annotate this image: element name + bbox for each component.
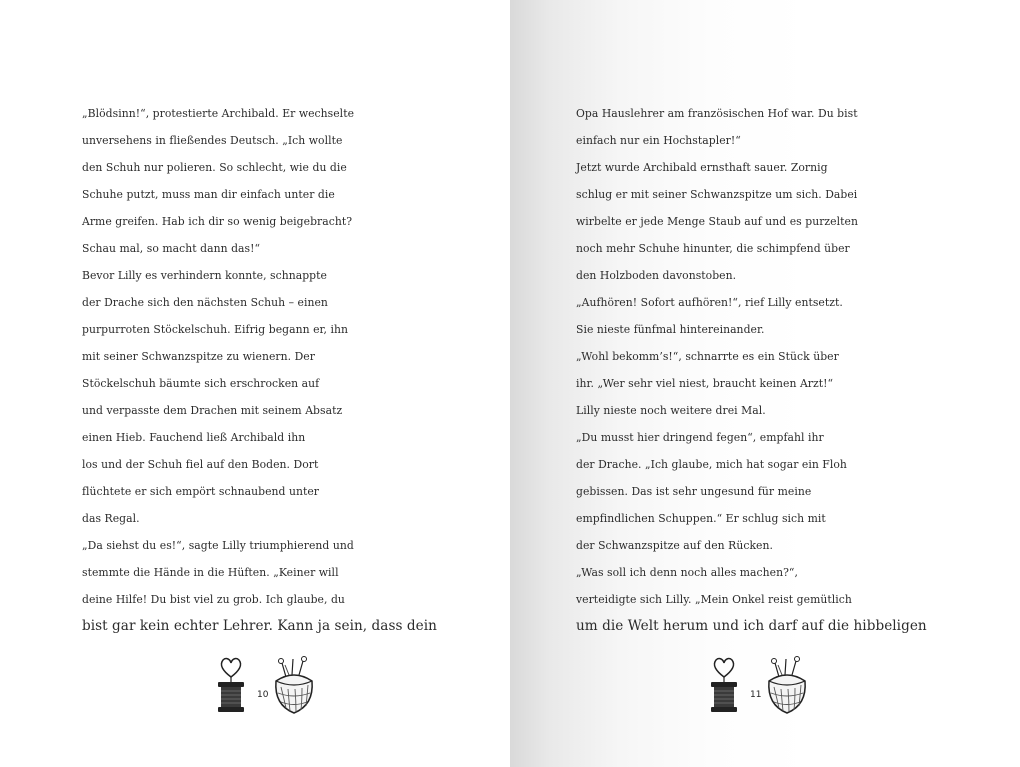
heart-thread-spool-icon [214, 655, 248, 715]
text-line: verteidigte sich Lilly. „Mein Onkel reist gemütlich [576, 593, 852, 606]
right-page-footer [707, 655, 817, 717]
heart-thread-spool-icon [707, 655, 741, 715]
text-line: Opa Hauslehrer am französischen Hof war. Du bist [576, 107, 858, 120]
text-line: flüchtete er sich empört schnaubend unter [82, 485, 320, 498]
text-line: einfach nur ein Hochstapler!“ [576, 134, 741, 147]
text-line: noch mehr Schuhe hinunter, die schimpfend über [576, 242, 850, 255]
text-line: der Drache sich den nächsten Schuh – einen [82, 296, 328, 309]
text-line: das Regal. [82, 512, 140, 525]
text-line: schlug er mit seiner Schwanzspitze um sich. Dabei [576, 188, 858, 201]
text-line: „Wohl bekomm’s!“, schnarrte es ein Stück über [576, 350, 839, 363]
page-number: 10 [257, 690, 269, 700]
text-line: unversehens in fließendes Deutsch. „Ich wollte [82, 134, 343, 147]
left-page-text [82, 100, 437, 640]
text-line: Sie nieste fünfmal hintereinander. [576, 323, 765, 336]
text-line: „Da siehst du es!“, sagte Lilly triumphierend und [82, 539, 354, 552]
text-line: purpurroten Stöckelschuh. Eifrig begann er, ihn [82, 323, 349, 336]
text-line: der Drache. „Ich glaube, mich hat sogar ein Floh [576, 458, 847, 471]
text-line: wirbelte er jede Menge Staub auf und es purzelten [576, 215, 858, 228]
sewing-basket-icon [272, 655, 316, 715]
text-line: den Holzboden davonstoben. [576, 269, 737, 282]
text-line: Lilly nieste noch weitere drei Mal. [576, 404, 766, 417]
text-line: Schau mal, so macht dann das!“ [82, 242, 261, 255]
text-line: Arme greifen. Hab ich dir so wenig beigebracht? [82, 215, 353, 228]
text-line: empfindlichen Schuppen.“ Er schlug sich mit [576, 512, 826, 525]
sewing-basket-icon [765, 655, 809, 715]
left-page-footer [214, 655, 324, 717]
text-line: „Was soll ich denn noch alles machen?“, [576, 566, 798, 579]
text-line: Schuhe putzt, muss man dir einfach unter die [82, 188, 335, 201]
page-number: 11 [750, 690, 762, 700]
text-line: um die Welt herum und ich darf auf die hibbeligen [576, 618, 927, 634]
text-line: „Du musst hier dringend fegen“, empfahl ihr [576, 431, 824, 444]
text-line: „Blödsinn!“, protestierte Archibald. Er wechselte [82, 107, 355, 120]
text-line: deine Hilfe! Du bist viel zu grob. Ich glaube, du [82, 593, 345, 606]
text-line: Bevor Lilly es verhindern konnte, schnappte [82, 269, 327, 282]
text-line: und verpasste dem Drachen mit seinem Absatz [82, 404, 343, 417]
text-line: mit seiner Schwanzspitze zu wienern. Der [82, 350, 315, 363]
text-line: Stöckelschuh bäumte sich erschrocken auf [82, 377, 320, 390]
text-line: los und der Schuh fiel auf den Boden. Dort [82, 458, 319, 471]
text-line: ihr. „Wer sehr viel niest, braucht keinen Arzt!“ [576, 377, 834, 390]
text-line: den Schuh nur polieren. So schlecht, wie du die [82, 161, 347, 174]
text-line: bist gar kein echter Lehrer. Kann ja sein, dass dein [82, 618, 437, 634]
text-line: stemmte die Hände in die Hüften. „Keiner will [82, 566, 339, 579]
text-line: einen Hieb. Fauchend ließ Archibald ihn [82, 431, 306, 444]
text-line: Jetzt wurde Archibald ernsthaft sauer. Zornig [576, 161, 828, 174]
text-line: gebissen. Das ist sehr ungesund für meine [576, 485, 812, 498]
right-page-text [576, 100, 927, 640]
text-line: „Aufhören! Sofort aufhören!“, rief Lilly entsetzt. [576, 296, 843, 309]
text-line: der Schwanzspitze auf den Rücken. [576, 539, 773, 552]
right-page [510, 0, 1020, 767]
